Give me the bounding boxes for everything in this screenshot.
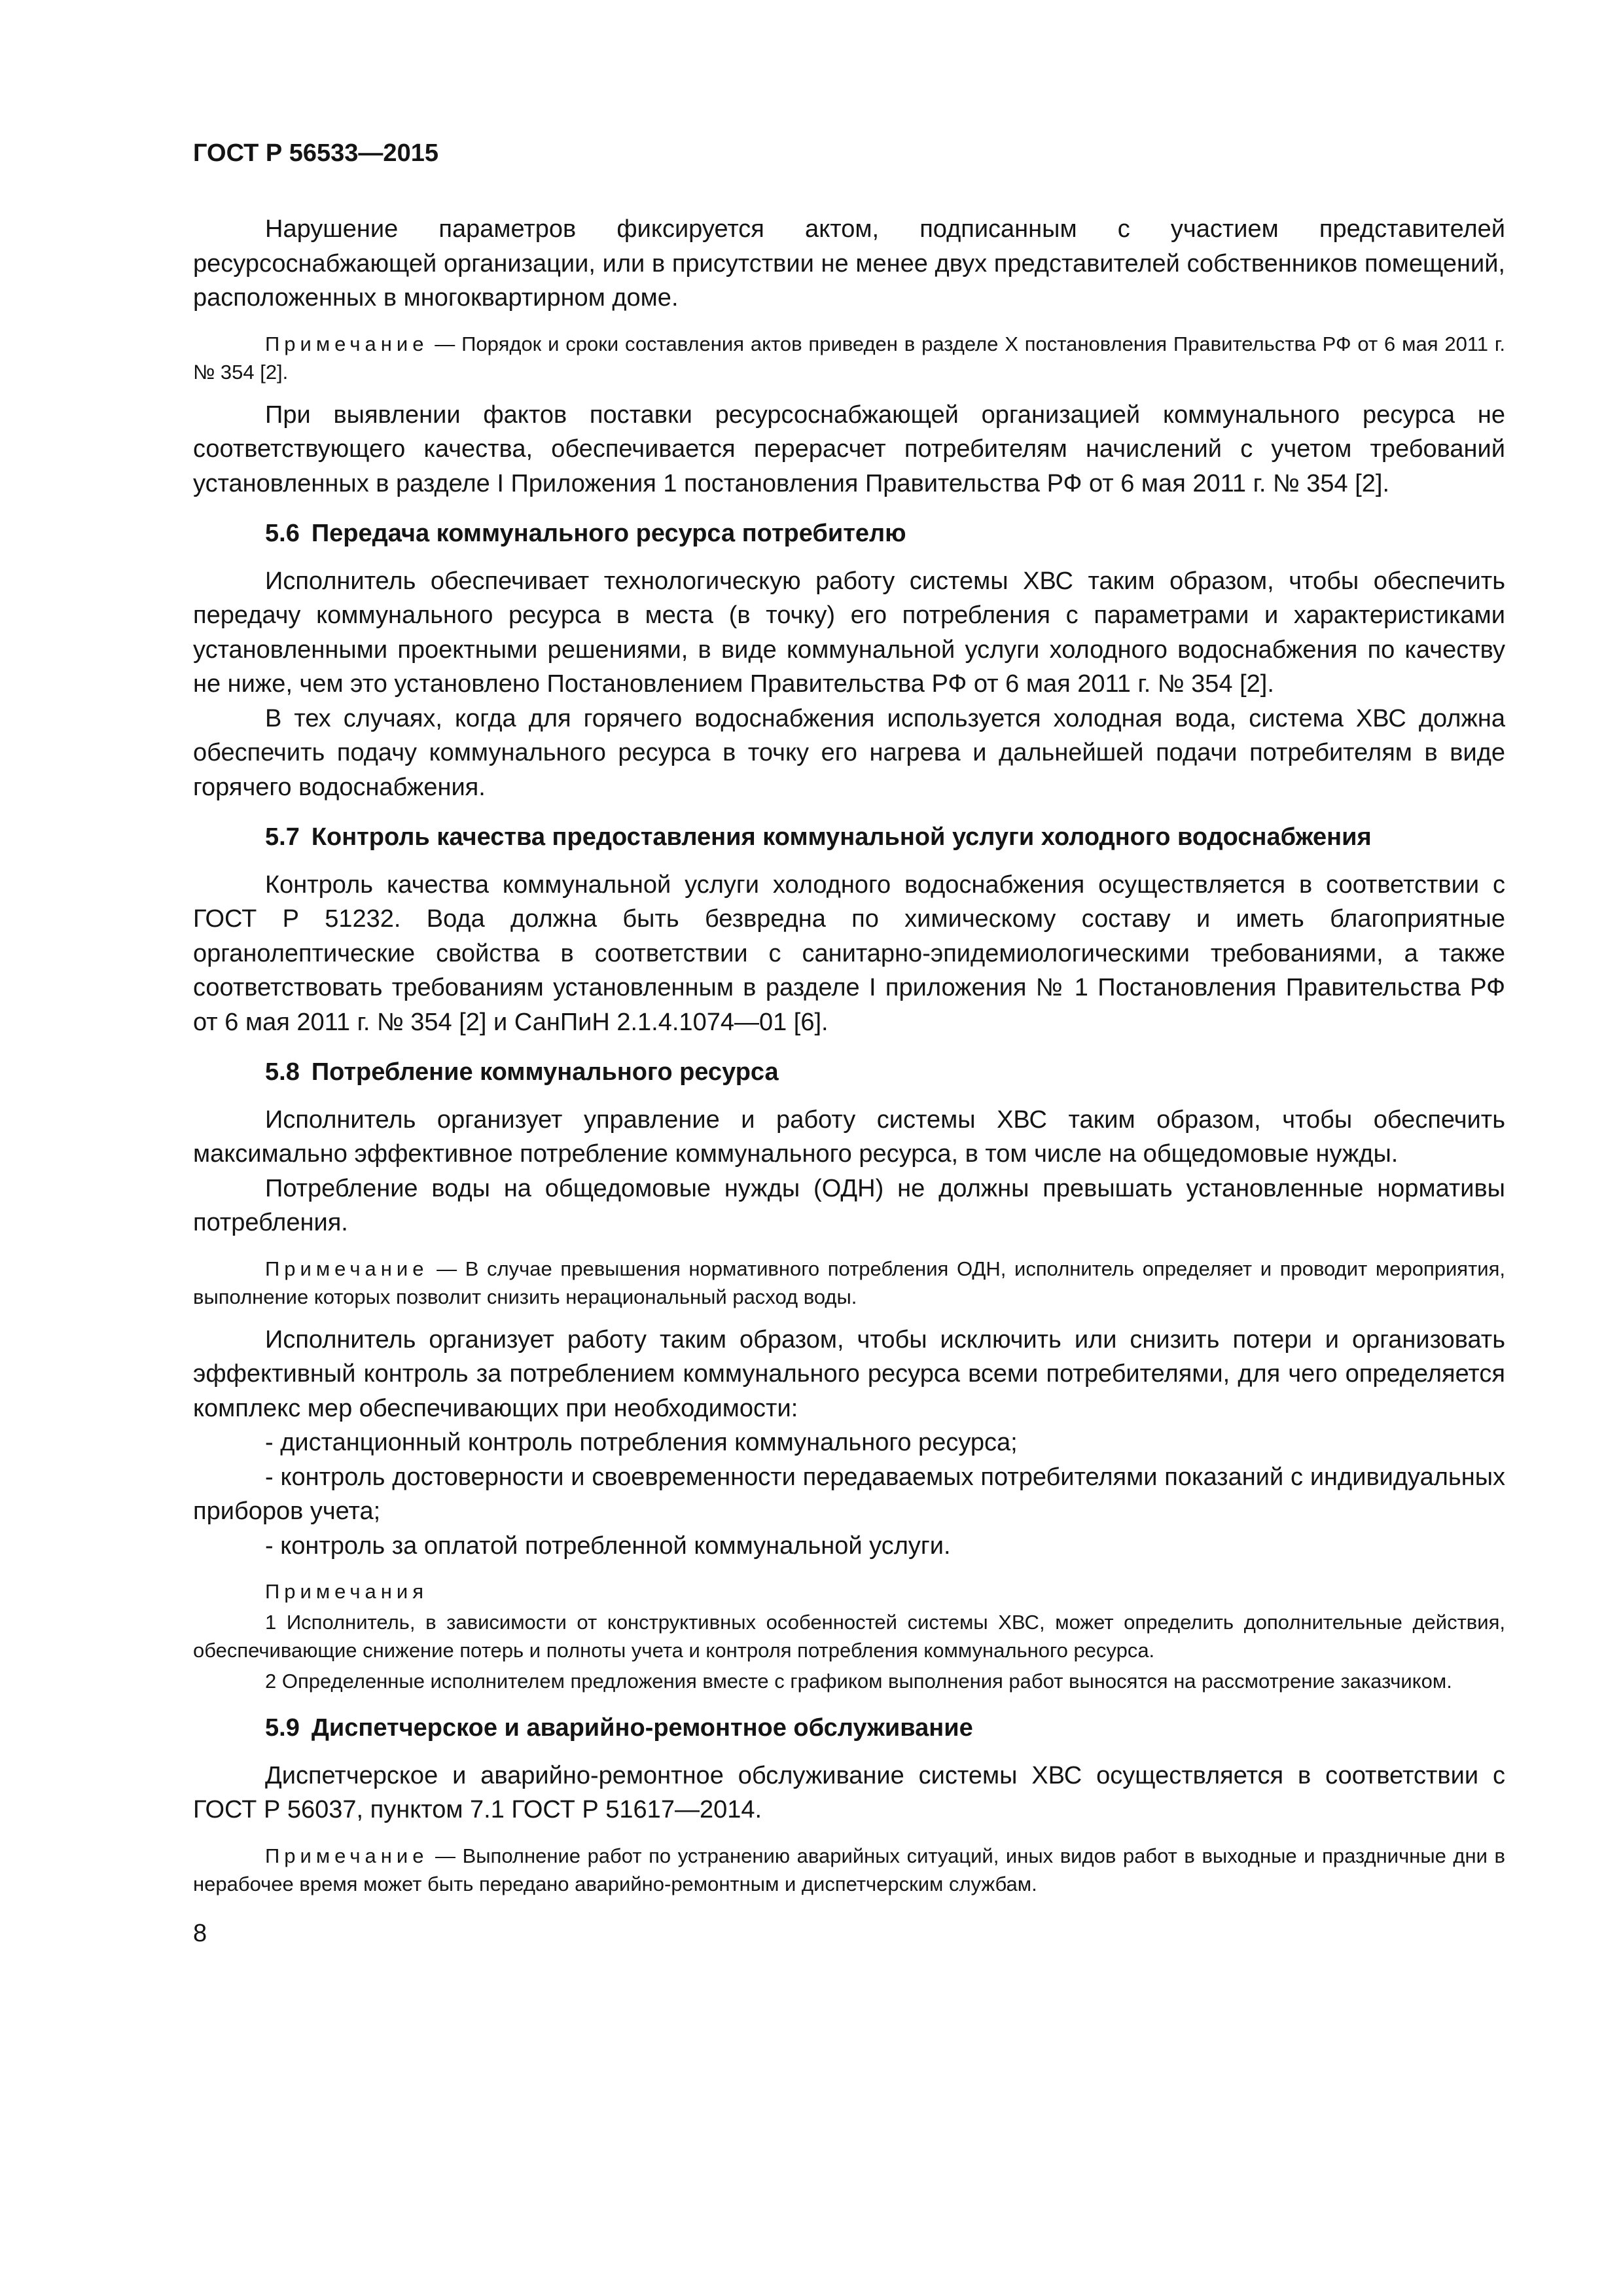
notes-label-text: Примечания bbox=[265, 1580, 428, 1603]
note-label: Примечание bbox=[265, 332, 429, 355]
section-title: Диспетчерское и аварийно-ремонтное обслуживание bbox=[311, 1714, 973, 1742]
section-number: 5.9 bbox=[265, 1714, 300, 1742]
note bbox=[193, 330, 1505, 386]
note-text: — В случае превышения нормативного потребления ОДН, исполнитель определяет и проводит мероприятия, выполнение которых позволит снизить нерациональный расход воды. bbox=[193, 1257, 1505, 1308]
document-page bbox=[193, 137, 1505, 1949]
page-number: 8 bbox=[193, 1919, 207, 1947]
note-item: 1 Исполнитель, в зависимости от конструктивных особенностей системы ХВС, может определить дополнительные действия, обеспечивающие снижение потерь и полноты учета и контроля потребления коммунального ресурса. bbox=[193, 1611, 1505, 1662]
note bbox=[193, 1842, 1505, 1898]
paragraph: Исполнитель организует работу таким образом, чтобы исключить или снизить потери и организовать эффективный контроль за потреблением коммунального ресурса всеми потребителями, для чего определяется комплекс мер обеспечивающих при необходимости: bbox=[193, 1325, 1505, 1422]
note bbox=[193, 1255, 1505, 1311]
list-item: - дистанционный контроль потребления коммунального ресурса; bbox=[265, 1429, 1018, 1456]
paragraph: При выявлении фактов поставки ресурсоснабжающей организацией коммунального ресурса не соответствующего качества, обеспечивается перерасчет потребителям начислений с учетом требований установленных в разделе I Приложения 1 постановления Правительства РФ от 6 мая 2011 г. № 354 [2]. bbox=[193, 401, 1505, 497]
list-item: - контроль за оплатой потребленной коммунальной услуги. bbox=[265, 1532, 951, 1560]
note-label: Примечание bbox=[265, 1844, 429, 1867]
paragraph: Нарушение параметров фиксируется актом, подписанным с участием представителей ресурсоснабжающей организации, или в присутствии не менее двух представителей собственников помещений, расположенных в многоквартирном доме. bbox=[193, 215, 1505, 312]
note-text: — Порядок и сроки составления актов приведен в разделе Х постановления Правительства РФ от 6 мая 2011 г. № 354 [2]. bbox=[193, 332, 1505, 384]
section-heading bbox=[193, 516, 1505, 551]
note-item: 2 Определенные исполнителем предложения вместе с графиком выполнения работ выносятся на рассмотрение заказчиком. bbox=[265, 1670, 1452, 1693]
notes-label bbox=[193, 1577, 1505, 1605]
document-header: ГОСТ Р 56533—2015 bbox=[193, 139, 438, 167]
section-heading bbox=[193, 820, 1505, 855]
paragraph: Контроль качества коммунальной услуги холодного водоснабжения осуществляется в соответствии с ГОСТ Р 51232. Вода должна быть безвредна по химическому составу и иметь благоприятные органолептические свойства в соответствии с санитарно-эпидемиологическими требованиями, а также соответствовать требованиям установленным в разделе I приложения № 1 Постановления Правительства РФ от 6 мая 2011 г. № 354 [2] и СанПиН 2.1.4.1074—01 [6]. bbox=[193, 870, 1505, 1036]
paragraph: Потребление воды на общедомовые нужды (ОДН) не должны превышать установленные нормативы потребления. bbox=[193, 1174, 1505, 1236]
paragraph: Диспетчерское и аварийно-ремонтное обслуживание системы ХВС осуществляется в соответствии с ГОСТ Р 56037, пунктом 7.1 ГОСТ Р 51617—2014. bbox=[193, 1761, 1505, 1823]
note-text: — Выполнение работ по устранению аварийных ситуаций, иных видов работ в выходные и праздничные дни в нерабочее время может быть передано аварийно-ремонтным и диспетчерским службам. bbox=[193, 1844, 1505, 1895]
section-number: 5.8 bbox=[265, 1058, 300, 1086]
section-heading bbox=[193, 1055, 1505, 1090]
section-title: Передача коммунального ресурса потребителю bbox=[311, 520, 906, 547]
section-number: 5.6 bbox=[265, 520, 300, 547]
paragraph: Исполнитель организует управление и работу системы ХВС таким образом, чтобы обеспечить максимально эффективное потребление коммунального ресурса, в том числе на общедомовые нужды. bbox=[193, 1105, 1505, 1168]
section-number: 5.7 bbox=[265, 823, 300, 851]
section-title: Потребление коммунального ресурса bbox=[311, 1058, 779, 1086]
section-title: Контроль качества предоставления коммунальной услуги холодного водоснабжения bbox=[311, 823, 1372, 851]
paragraph: В тех случаях, когда для горячего водоснабжения используется холодная вода, система ХВС должна обеспечить подачу коммунального ресурса в точку его нагрева и дальнейшей подачи потребителям в виде горячего водоснабжения. bbox=[193, 704, 1505, 801]
section-heading bbox=[193, 1711, 1505, 1746]
note-label: Примечание bbox=[265, 1257, 429, 1280]
list-item: - контроль достоверности и своевременности передаваемых потребителями показаний с индивидуальных приборов учета; bbox=[193, 1463, 1505, 1525]
paragraph: Исполнитель обеспечивает технологическую работу системы ХВС таким образом, чтобы обеспечить передачу коммунального ресурса в места (в точку) его потребления с параметрами и характеристиками установленными проектными решениями, в виде коммунальной услуги холодного водоснабжения по качеству не ниже, чем это установлено Постановлением Правительства РФ от 6 мая 2011 г. № 354 [2]. bbox=[193, 567, 1505, 698]
